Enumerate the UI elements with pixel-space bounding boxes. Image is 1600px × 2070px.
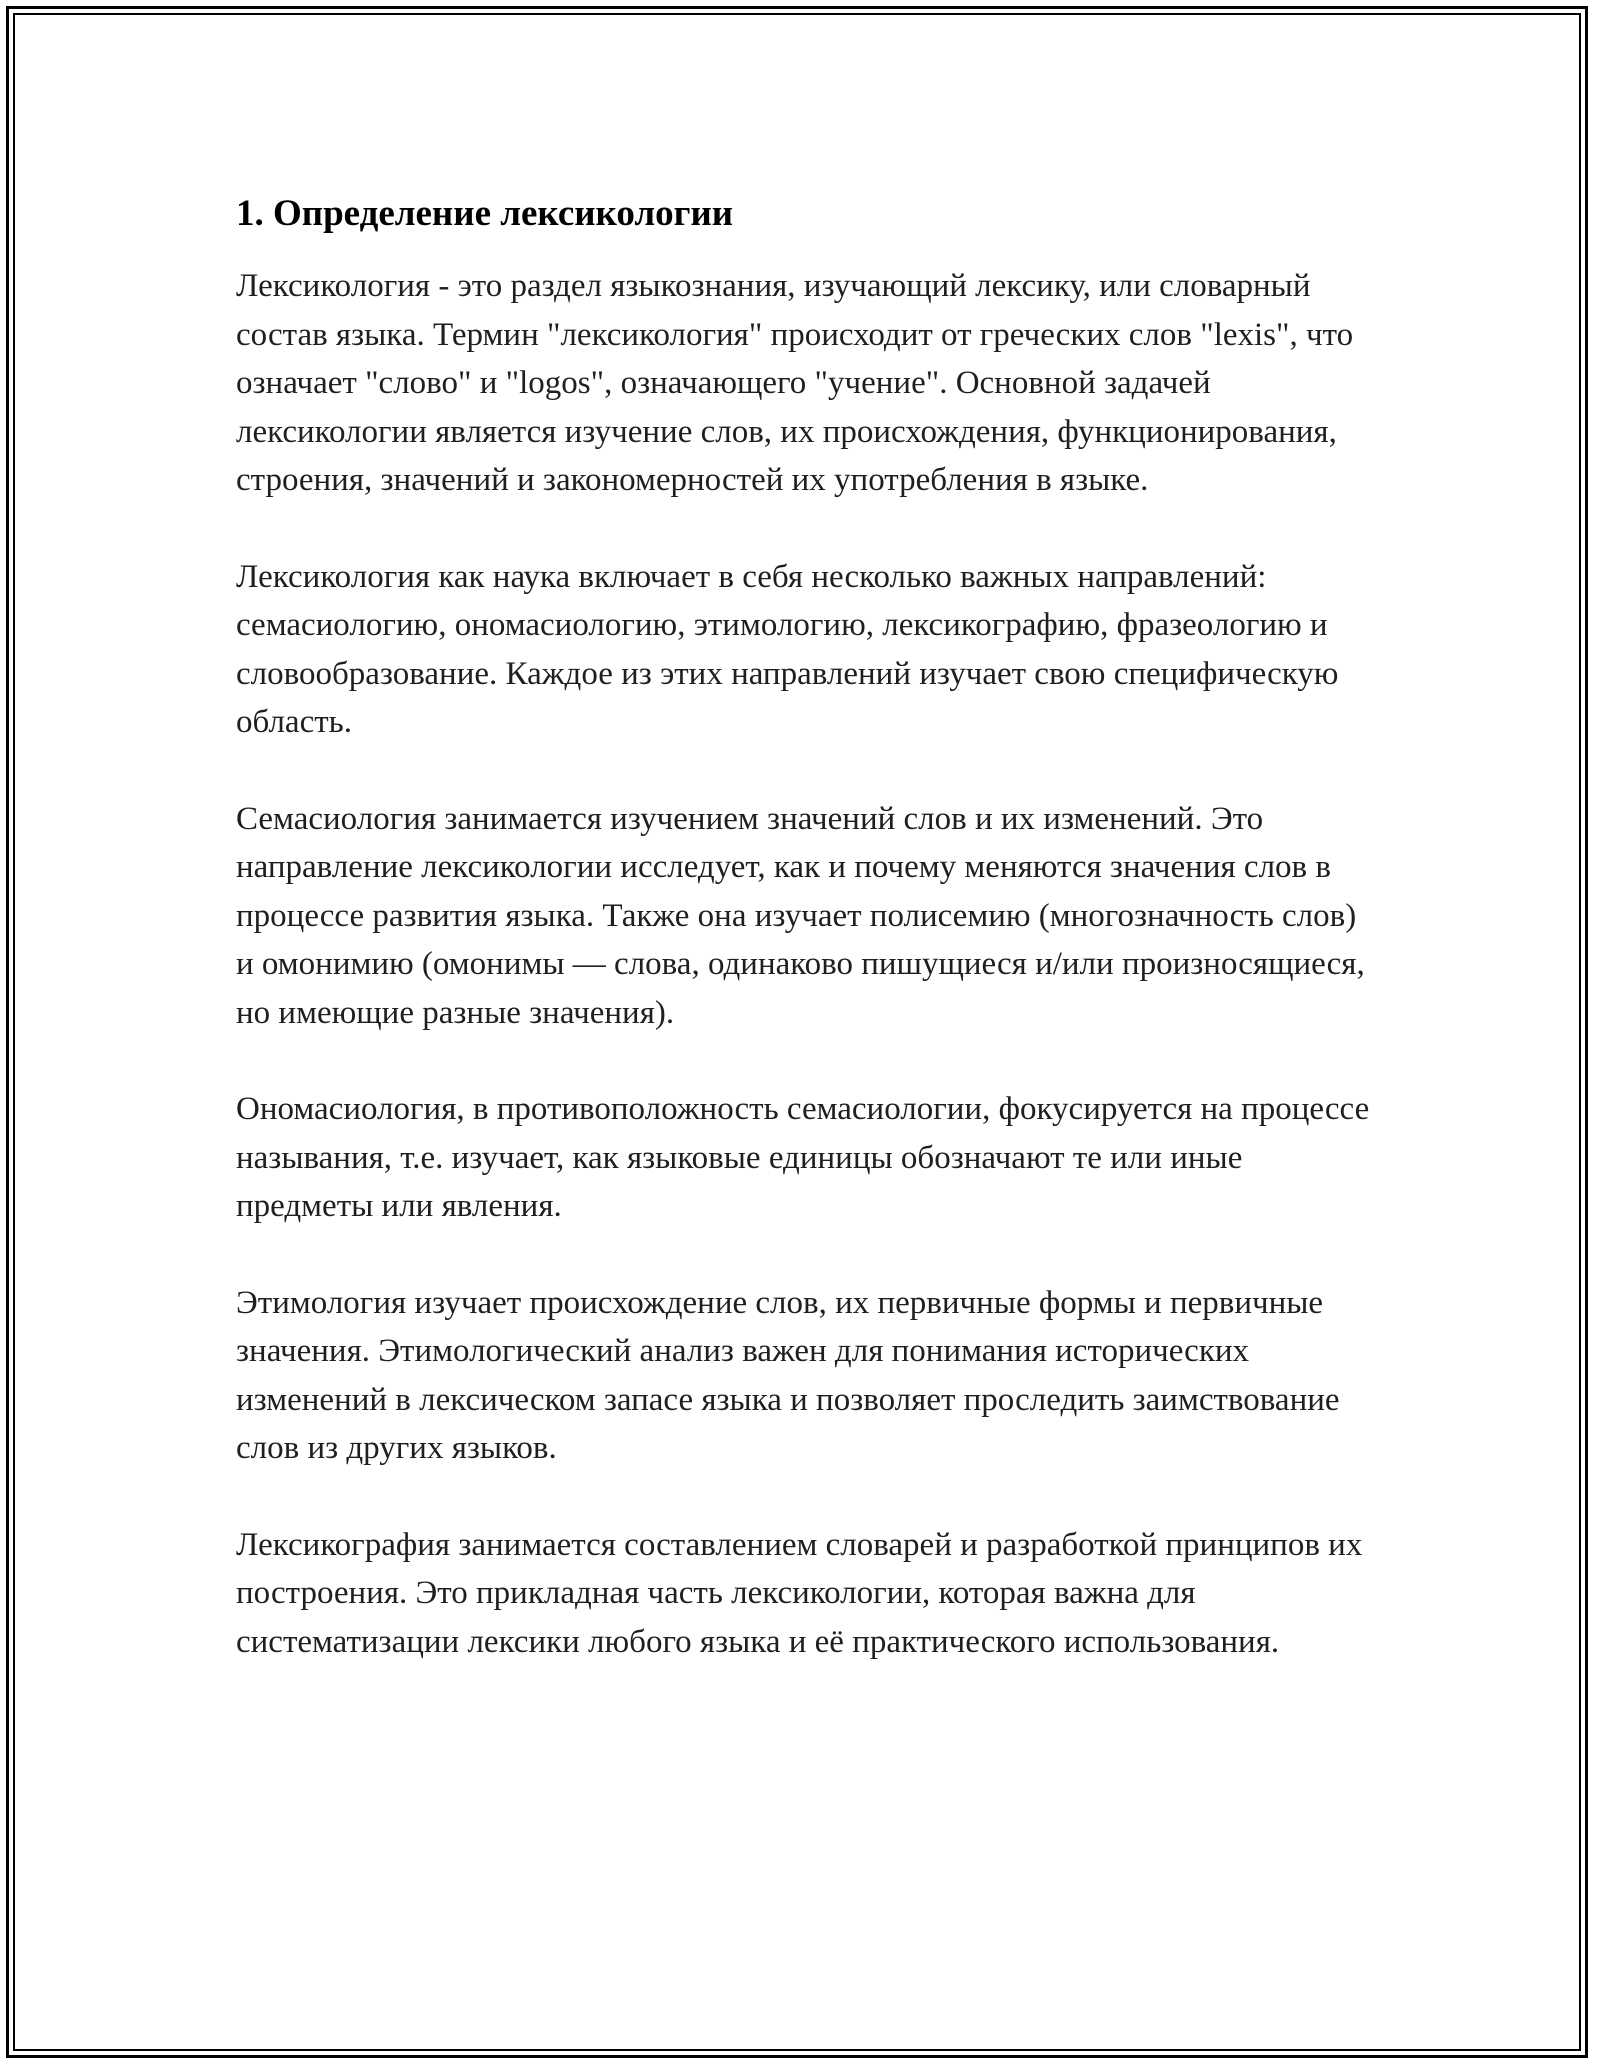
paragraph-directions: Лексикология как наука включает в себя несколько важных направлений: семасиологию, ономасиологию, этимологию, лексикографию, фразеологию и словообразование. Каждое из этих направлений изучает свою специфическую область.	[236, 558, 1339, 740]
paragraph-lexicography: Лексикография занимается составлением словарей и разработкой принципов их построения. Это прикладная часть лексикологии, которая важна для систематизации лексики любого языка и её практического использования.	[236, 1526, 1363, 1660]
paragraph-etymology: Этимология изучает происхождение слов, их первичные формы и первичные значения. Этимологический анализ важен для понимания исторических изменений в лексическом запасе языка и позволяет проследить заимствование слов из других языков.	[236, 1284, 1340, 1466]
document-body	[236, 186, 1376, 1666]
paragraph-definition: Лексикология - это раздел языкознания, изучающий лексику, или словарный состав языка. Термин "лексикология" происходит от греческих слов "lexis", что означает "слово" и "logos", означающего "учение". Основной задачей лексикологии является изучение слов, их происхождения, функционирования, строения, значений и закономерностей их употребления в языке.	[236, 268, 1354, 498]
paragraph-onomasiology: Ономасиология, в противоположность семасиологии, фокусируется на процессе называния, т.е. изучает, как языковые единицы обозначают те или иные предметы или явления.	[236, 1091, 1370, 1224]
paragraph-semasiology: Семасиология занимается изучением значений слов и их изменений. Это направление лексикологии исследует, как и почему меняются значения слов в процессе развития языка. Также она изучает полисемию (многозначность слов) и омонимию (омонимы — слова, одинаково пишущиеся и/или произносящиеся, но имеющие разные значения).	[236, 800, 1365, 1031]
section-heading: 1. Определение лексикологии	[236, 193, 734, 234]
